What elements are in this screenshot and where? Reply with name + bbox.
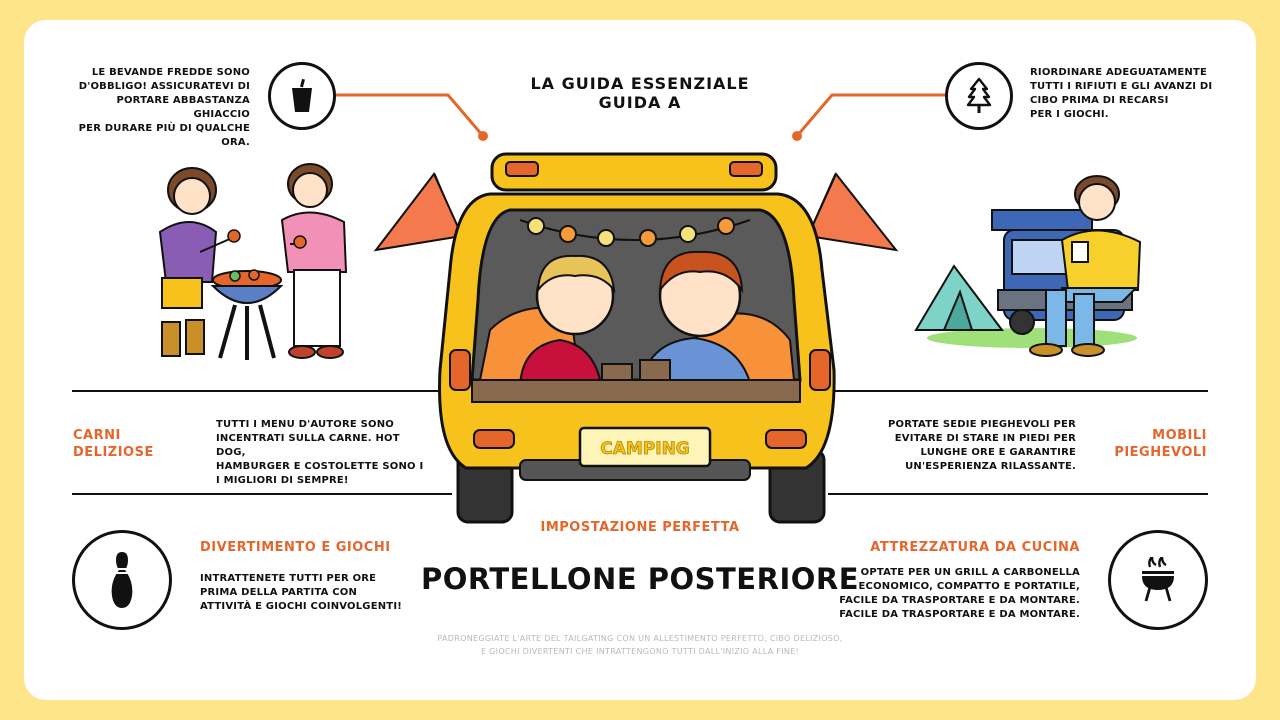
text-line: LE BEVANDE FREDDE SONO: [91, 67, 250, 78]
cleanup-text: [1030, 66, 1230, 122]
heading-line: CARNI: [73, 428, 121, 443]
text-line: TUTTI I RIFIUTI E GLI AVANZI DI: [1030, 81, 1213, 92]
grill-icon: [1138, 557, 1178, 603]
text-line: INTRATTENETE TUTTI PER ORE: [200, 573, 377, 584]
meats-text: [216, 418, 426, 488]
text-line: FACILE DA TRASPORTARE E DA MONTARE.: [839, 595, 1080, 606]
cold-drinks-text: [60, 66, 250, 150]
text-line: D'OBBLIGO! ASSICURATEVI DI: [78, 81, 250, 92]
text-line: CIBO PRIMA DI RECARSI: [1030, 95, 1169, 106]
footer-line: E GIOCHI DIVERTENTI CHE INTRATTENGONO TUTTI DALL'INIZIO ALLA FINE!: [480, 647, 800, 656]
text-line: PORTATE SEDIE PIEGHEVOLI PER: [888, 419, 1076, 430]
text-line: RIORDINARE ADEGUATAMENTE: [1030, 67, 1208, 78]
cup-icon: [287, 79, 317, 113]
tree-icon-circle: [945, 62, 1013, 130]
games-heading: DIVERTIMENTO E GIOCHI: [200, 540, 391, 555]
car-tailgate-illustration: [370, 150, 910, 530]
perfect-setup-subtitle: IMPOSTAZIONE PERFETTA: [540, 520, 740, 535]
guide-title-line2: GUIDA A: [598, 93, 682, 112]
kids-grilling-illustration: [150, 160, 360, 365]
text-line: INCENTRATI SULLA CARNE. HOT DOG,: [216, 433, 400, 458]
heading-line: DELIZIOSE: [73, 445, 154, 460]
text-line: PORTARE ABBASTANZA GHIACCIO: [116, 95, 250, 120]
guide-title: [500, 74, 780, 112]
guide-title-line1: LA GUIDA ESSENZIALE: [530, 74, 750, 93]
heading-line: MOBILI: [1152, 428, 1207, 443]
tree-icon: [965, 77, 993, 115]
furniture-heading: [1100, 427, 1207, 461]
meats-heading: [73, 427, 154, 461]
text-line: PER I GIOCHI.: [1030, 109, 1109, 120]
text-line: OPTATE PER UN GRILL A CARBONELLA: [860, 567, 1080, 578]
camping-man-illustration: [912, 170, 1152, 365]
footer-note: [380, 632, 900, 658]
main-title: PORTELLONE POSTERIORE: [420, 562, 860, 596]
furniture-text: [866, 418, 1076, 474]
license-plate-text: CAMPING: [600, 439, 690, 459]
text-line: TUTTI I MENU D'AUTORE SONO: [216, 419, 394, 430]
footer-line: PADRONEGGIATE L'ARTE DEL TAILGATING CON UN ALLESTIMENTO PERFETTO, CIBO DELIZIOSO,: [437, 634, 843, 643]
text-line: UN'ESPERIENZA RILASSANTE.: [905, 461, 1076, 472]
text-line: LUNGHE ORE E GARANTIRE: [920, 447, 1076, 458]
text-line: PRIMA DELLA PARTITA CON: [200, 587, 358, 598]
text-line: ATTIVITÀ E GIOCHI COINVOLGENTI!: [200, 601, 403, 612]
bowling-icon-circle: [72, 530, 172, 630]
text-line: EVITARE DI STARE IN PIEDI PER: [894, 433, 1076, 444]
bowling-pin-icon: [108, 550, 136, 610]
cooking-heading: ATTREZZATURA DA CUCINA: [870, 540, 1080, 555]
text-line: FACILE DA TRASPORTARE E DA MONTARE.: [839, 609, 1080, 620]
text-line: PER DURARE PIÙ DI QUALCHE ORA.: [78, 123, 250, 148]
text-line: HAMBURGER E COSTOLETTE SONO I: [216, 461, 424, 472]
text-line: I MIGLIORI DI SEMPRE!: [216, 475, 349, 486]
grill-icon-circle: [1108, 530, 1208, 630]
cup-icon-circle: [268, 62, 336, 130]
heading-line: PIEGHEVOLI: [1114, 445, 1207, 460]
text-line: ECONOMICO, COMPATTO E PORTATILE,: [858, 581, 1080, 592]
